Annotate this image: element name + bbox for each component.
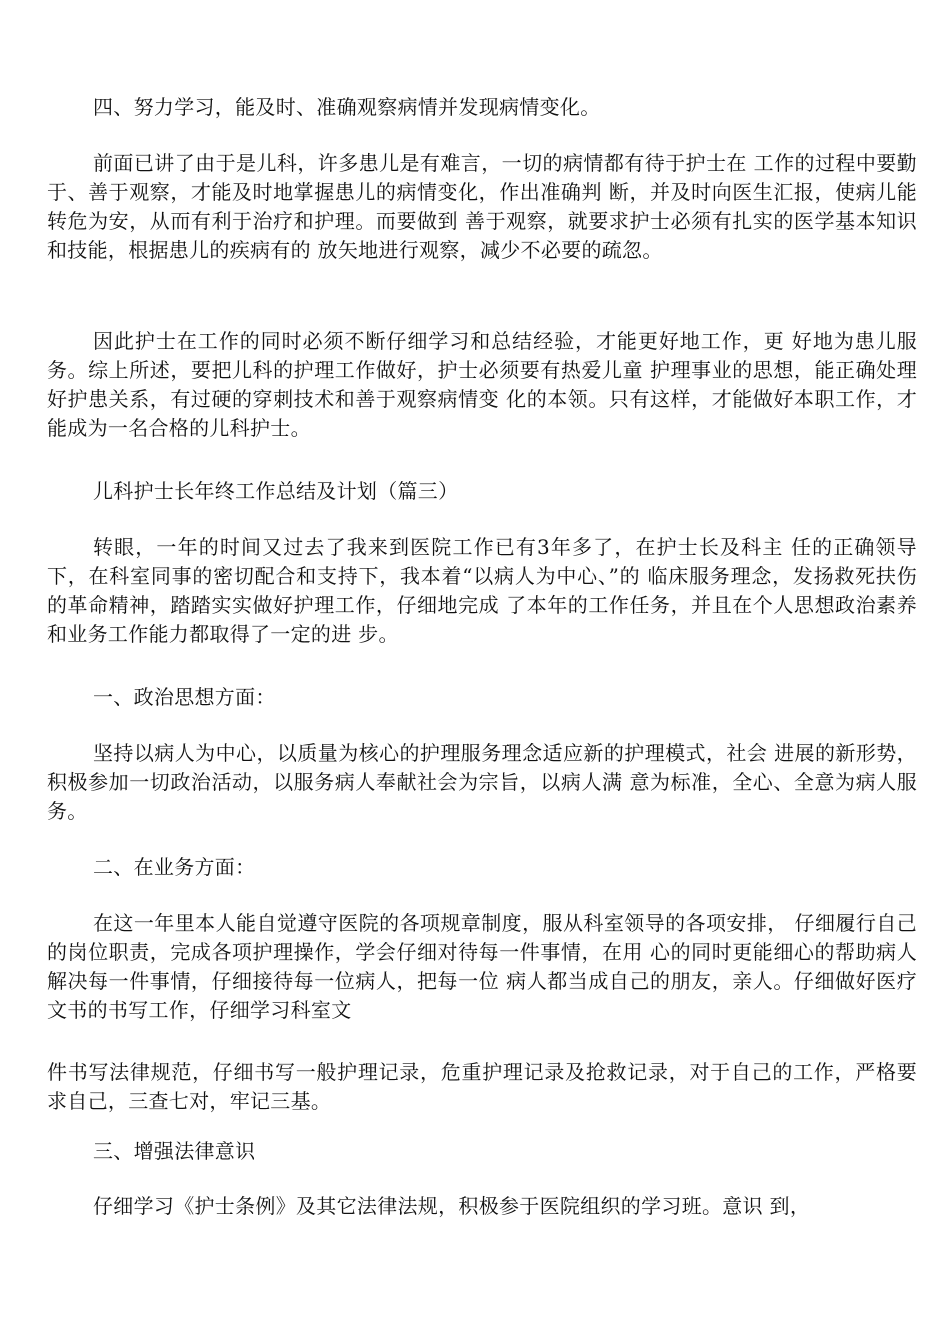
paragraph-business-continued: 件书写法律规范，仔细书写一般护理记录，危重护理记录及抢救记录，对于自己的工作，严格要求自己，三查七对，牢记三基。 [47, 1060, 917, 1113]
paragraph-intro: 转眼，一年的时间又过去了我来到医院工作已有3年多了，在护士长及科主 任的正确领导下，在科室同事的密切配合和支持下，我本着“以病人为中心、”的 临床服务理念，发扬救死扶伤的革命精神，踏踏实实做好护理工作，仔细地完成 了本年的工作任务，并且在个人思想政治素养和业务工作能力都取得了一定的进 步。 [47, 535, 917, 646]
article-title: 儿科护士长年终工作总结及计划（篇三） [93, 479, 459, 503]
paragraph-business: 在这一年里本人能自觉遵守医院的各项规章制度，服从科室领导的各项安排， 仔细履行自己的岗位职责，完成各项护理操作，学会仔细对待每一件事情，在用 心的同时更能细心的帮助病人解决每一件事情，仔细接待每一位病人，把每一位 病人都当成自己的朋友，亲人。仔细做好医疗文书的书写工作，仔细学习科室文 [47, 911, 917, 1022]
section-heading-law: 三、增强法律意识 [93, 1139, 256, 1163]
section-heading-business: 二、在业务方面： [93, 855, 256, 879]
paragraph-observation: 前面已讲了由于是儿科，许多患儿是有难言，一切的病情都有待于护士在 工作的过程中要勤于、善于观察，才能及时地掌握患儿的病情变化，作出准确判 断，并及时向医生汇报，使病儿能转危为安，从而有利于治疗和护理。而要做到 善于观察，就要求护士必须有扎实的医学基本知识和技能，根据患儿的疾病有的 放矢地进行观察，减少不必要的疏忽。 [47, 151, 917, 262]
paragraph-law: 仔细学习《护士条例》及其它法律法规，积极参于医院组织的学习班。意识 到， [93, 1194, 811, 1218]
paragraph-conclusion: 因此护士在工作的同时必须不断仔细学习和总结经验，才能更好地工作，更 好地为患儿服务。综上所述，要把儿科的护理工作做好，护士必须要有热爱儿童 护理事业的思想，能正确处理好护患关系，有过硬的穿刺技术和善于观察病情变 化的本领。只有这样，才能做好本职工作，才能成为一名合格的儿科护士。 [47, 329, 917, 440]
section-heading-politics: 一、政治思想方面： [93, 685, 276, 709]
section-heading-four: 四、努力学习，能及时、准确观察病情并发现病情变化。 [93, 95, 601, 119]
paragraph-politics: 坚持以病人为中心，以质量为核心的护理服务理念适应新的护理模式，社会 进展的新形势，积极参加一切政治活动，以服务病人奉献社会为宗旨，以病人满 意为标准，全心、全意为病人服务。 [47, 741, 917, 823]
